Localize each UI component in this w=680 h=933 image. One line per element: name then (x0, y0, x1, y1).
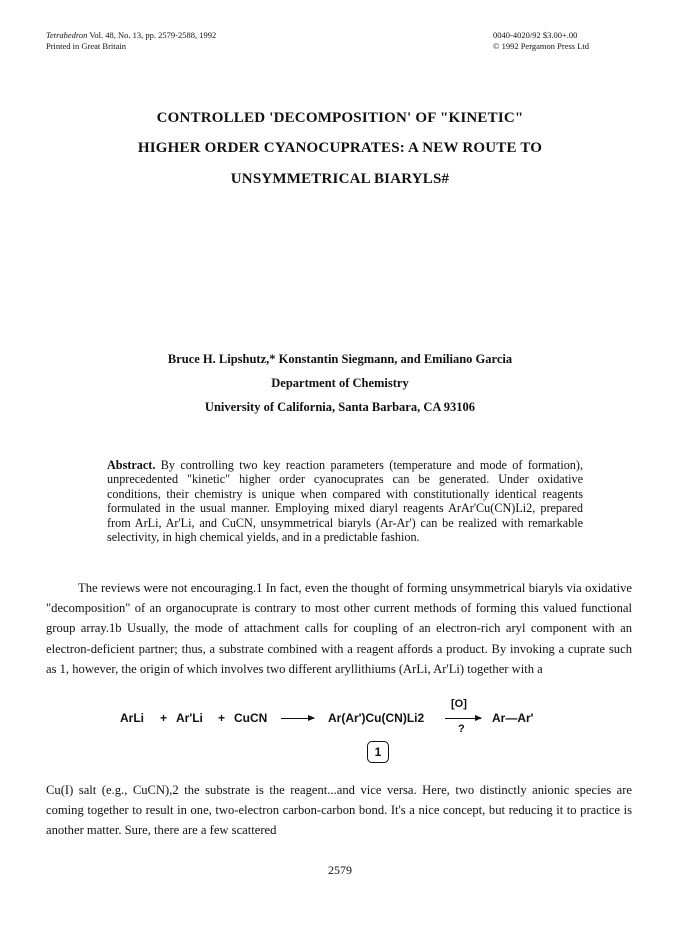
copyright-block (493, 30, 589, 52)
oxidant-label: [O] (451, 698, 467, 710)
biaryl-product: Ar—Ar' (492, 711, 534, 725)
page-number: 2579 (328, 863, 352, 877)
reagent-arli: ArLi (120, 711, 144, 725)
journal-name: Tetrahedron (46, 30, 88, 40)
question-mark: ? (458, 723, 465, 735)
price-code: 0040-4020/92 $3.00+.00 (493, 30, 578, 40)
abstract-label: Abstract. (107, 458, 156, 472)
journal-citation (46, 30, 216, 52)
printed-in: Printed in Great Britain (46, 41, 127, 51)
title-line-3: UNSYMMETRICAL BIARYLS# (230, 171, 450, 187)
reagent-cucn: CuCN (234, 711, 268, 725)
title-line-1: CONTROLLED 'DECOMPOSITION' OF "KINETIC" (156, 110, 524, 126)
plus-sign-1: + (160, 711, 168, 725)
reagent-ar-prime-li: Ar'Li (176, 711, 203, 725)
plus-sign-2: + (218, 711, 226, 725)
cuprate-intermediate: Ar(Ar')Cu(CN)Li2 (328, 711, 425, 725)
title-line-2: HIGHER ORDER CYANOCUPRATES: A NEW ROUTE TO (137, 140, 543, 156)
paragraph-2: Cu(I) salt (e.g., CuCN),2 the substrate is the reagent...and vice versa. Here, two distinctly anionic species are coming together to result in one, two-electron carbon-carbon bond. It's a nice concept, but reducing it to practice is another matter. Sure, there are a few scattered (46, 783, 632, 838)
author-names: Bruce H. Lipshutz,* Konstantin Siegmann, and Emiliano Garcia (167, 352, 513, 366)
abstract-text: By controlling two key reaction parameters (temperature and mode of formation), unprecedented "kinetic" higher order cyanocuprates can be generated. Under oxidative conditions, their chemistry is unique when compared with constitutionally identical reagents formulated in the usual manner. Employing mixed diaryl reagents ArAr'Cu(CN)Li2, prepared from ArLi, Ar'Li, and CuCN, unsymmetrical biaryls (Ar-Ar') can be realized with remarkable selectivity, in high chemical yields, and in a predictable fashion. (107, 458, 583, 545)
paragraph-1: The reviews were not encouraging.1 In fact, even the thought of forming unsymmetrical biaryls via oxidative "decomposition" of an organocuprate is contrary to most other current methods of forming this valued functional group array.1b Usually, the mode of attachment calls for coupling of an electron-rich aryl component with an electron-deficient partner; thus, a substrate combined with a reagent affords a product. By invoking a cuprate such as 1, however, the origin of which involves two different aryllithiums (ArLi, Ar'Li) together with a (46, 581, 632, 676)
abstract (107, 458, 583, 544)
copyright: © 1992 Pergamon Press Ltd (493, 41, 590, 51)
reaction-scheme (120, 698, 560, 769)
university: University of California, Santa Barbara, CA 93106 (204, 400, 476, 414)
reaction-arrow-2 (445, 718, 481, 719)
reaction-arrow-1 (281, 718, 314, 719)
department: Department of Chemistry (271, 376, 409, 390)
compound-label: 1 (367, 741, 389, 763)
citation-details: Vol. 48, No. 13, pp. 2579-2588, 1992 (87, 30, 217, 40)
